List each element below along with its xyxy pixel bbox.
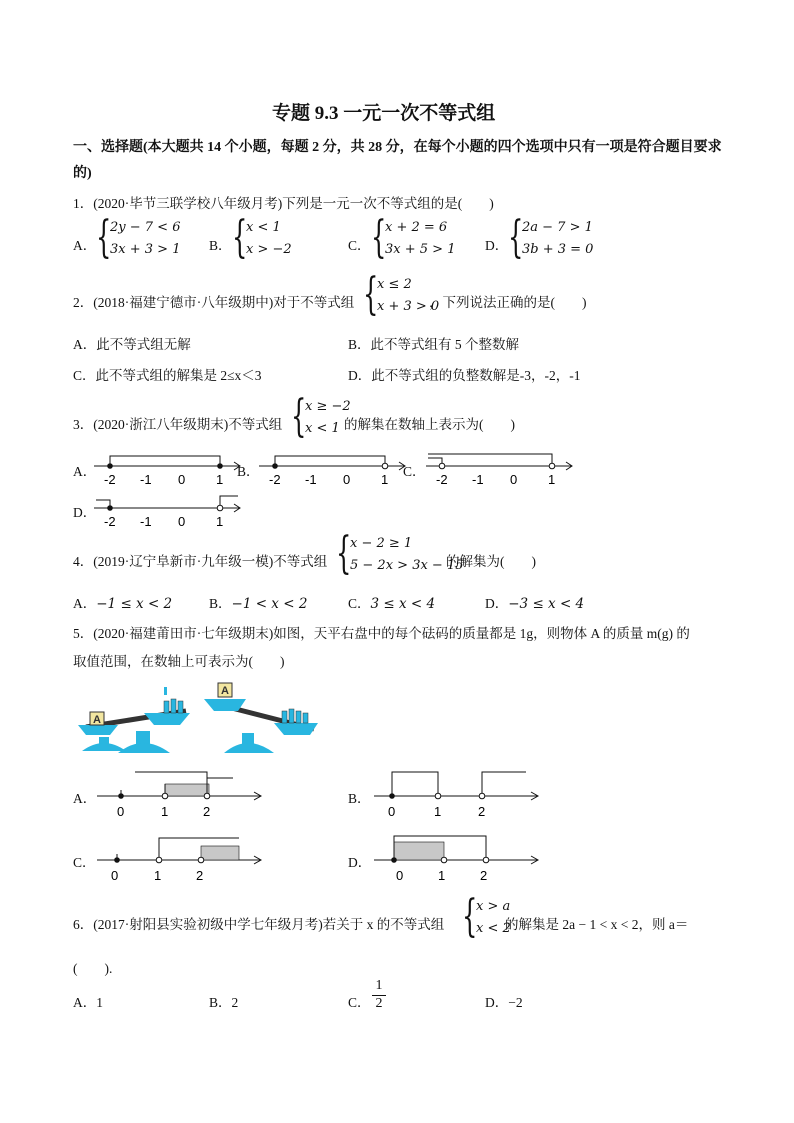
q3-option-c-label: C． (403, 464, 426, 479)
q1-b-line2: x > −2 (246, 242, 292, 257)
q3c-tick-1: -2 (436, 472, 448, 487)
q1-option-a-label: A． (73, 238, 97, 253)
q1-d-line2: 3b + 3 = 0 (522, 242, 594, 257)
q3-numberline-c (422, 448, 582, 488)
q5-stem-line1: 5．(2020·福建莆田市·七年级期末)如图，天平右盘中的每个砝码的质量都是 1g，则物体 A 的质量 m(g) 的 (73, 626, 690, 641)
q4-stem-b: 的解集为( ) (446, 554, 536, 569)
q4-option-a-label: A． (73, 596, 97, 611)
q3d-tick-1: -2 (104, 514, 116, 529)
q6-sys-line1: x > a (476, 899, 511, 914)
q1-option-c-label: C． (348, 238, 371, 253)
q5b-tick-0: 0 (388, 804, 396, 819)
q5-option-a-label: A． (73, 791, 97, 806)
q3a-tick-3: 0 (178, 472, 186, 487)
q2-option-a: A．此不等式组无解 (73, 337, 191, 352)
q5-stem-line2: 取值范围，在数轴上可表示为( ) (73, 654, 285, 669)
q3-numberline-b (255, 448, 415, 488)
q4-option-d-label: D． (485, 596, 509, 611)
page-title: 专题 9.3 一元一次不等式组 (272, 103, 496, 124)
q5d-tick-0: 0 (396, 868, 404, 883)
q6-option-b (209, 991, 238, 1011)
balance-scale-right (200, 677, 330, 757)
q2-stem-a: 2．(2018·福建宁德市·八年级期中)对于不等式组 (73, 295, 355, 310)
q6-option-b-label: B． (209, 995, 232, 1010)
q3-numberline-a (90, 448, 250, 488)
q5d-tick-1: 1 (438, 868, 446, 883)
q6-option-a-text: 1 (96, 995, 103, 1010)
q6-stem-line2: ( ). (73, 961, 113, 976)
q5b-tick-2: 2 (478, 804, 486, 819)
q3d-tick-2: -1 (140, 514, 152, 529)
q4-option-c-label: C． (348, 596, 371, 611)
q5a-tick-2: 2 (203, 804, 211, 819)
q1-b-line1: x < 1 (246, 220, 281, 235)
q4-sys-line2: 5 − 2x > 3x − 15 (350, 558, 464, 573)
q5-option-b-label: B． (348, 791, 371, 806)
q2-stem-b: ，下列说法正确的是( ) (429, 295, 587, 310)
q1-option-b-label: B． (209, 238, 232, 253)
q2-sys-line2: x + 3 > 0 (377, 299, 440, 314)
q2-sys-line1: x ≤ 2 (377, 277, 412, 292)
q3a-tick-2: -1 (140, 472, 152, 487)
q2-option-b: B．此不等式组有 5 个整数解 (348, 337, 520, 352)
q3-sys-line2: x < 1 (305, 421, 340, 436)
q4-option-d-text: −3 ≤ x < 4 (508, 596, 585, 612)
scale1-box-letter: A (93, 714, 101, 726)
q5-numberline-b (372, 764, 547, 820)
q3-stem-b: 的解集在数轴上表示为( ) (344, 417, 515, 432)
q5-numberline-c (95, 828, 270, 884)
q6-option-d-text: −2 (508, 995, 523, 1010)
q3-option-d-label: D． (73, 505, 97, 520)
q6-option-d-label: D． (485, 995, 509, 1010)
q1-a-line1: 2y − 7 < 6 (110, 220, 181, 235)
section-header-line1: 一、选择题(本大题共 14 个小题，每题 2 分，共 28 分，在每个小题的四个选项中只有一项是符合题目要求 (73, 140, 722, 155)
q3c-tick-3: 0 (510, 472, 518, 487)
q4-option-c-text: 3 ≤ x < 4 (370, 596, 436, 612)
q3b-tick-4: 1 (381, 472, 389, 487)
q4-option-a (73, 592, 172, 612)
q6-option-d (485, 991, 523, 1011)
q6-option-a (73, 991, 103, 1011)
q3-stem-a: 3．(2020·浙江八年级期末)不等式组 (73, 417, 283, 432)
q1-c-line1: x + 2 = 6 (385, 220, 448, 235)
q3-sys-line1: x ≥ −2 (305, 399, 351, 414)
q6-sys-line2: x < 2 (476, 921, 511, 936)
q3b-tick-1: -2 (269, 472, 281, 487)
q4-sys-line1: x − 2 ≥ 1 (350, 536, 413, 551)
q4-option-d (485, 592, 584, 612)
q3a-tick-1: -2 (104, 472, 116, 487)
q3b-tick-2: -1 (305, 472, 317, 487)
q6-fraction-denominator: 2 (375, 996, 383, 1011)
q3d-tick-4: 1 (216, 514, 224, 529)
q4-option-c (348, 592, 435, 612)
q1-c-line2: 3x + 5 > 1 (385, 242, 456, 257)
scale2-box-letter: A (221, 685, 229, 697)
q5-option-d-label: D． (348, 855, 372, 870)
q6-option-a-label: A． (73, 995, 97, 1010)
q5c-tick-0: 0 (111, 868, 119, 883)
q1-a-line2: 3x + 3 > 1 (110, 242, 181, 257)
q5b-tick-1: 1 (434, 804, 442, 819)
q4-option-b-text: −1 < x < 2 (231, 596, 308, 612)
q6-fraction-numerator: 1 (375, 978, 383, 993)
section-header-line2: 的) (73, 166, 92, 181)
q4-option-b (209, 592, 307, 612)
q6-option-c-fraction (372, 978, 386, 1012)
q4-stem-a: 4．(2019·辽宁阜新市·九年级一模)不等式组 (73, 554, 328, 569)
q1-d-line1: 2a − 7 > 1 (522, 220, 593, 235)
q5-numberline-a (95, 764, 270, 820)
q3-option-a-label: A． (73, 464, 97, 479)
q3d-tick-3: 0 (178, 514, 186, 529)
q5d-tick-2: 2 (480, 868, 488, 883)
q6-stem-a: 6．(2017·射阳县实验初级中学七年级月考)若关于 x 的不等式组 (73, 917, 445, 932)
q6-stem-b: 的解集是 2a − 1 < x < 2，则 a＝ (505, 917, 689, 932)
q5c-tick-2: 2 (196, 868, 204, 883)
q6-option-b-text: 2 (231, 995, 239, 1010)
q4-option-a-text: −1 ≤ x < 2 (96, 596, 173, 612)
q2-option-c: C．此不等式组的解集是 2≤x＜3 (73, 368, 262, 383)
q3c-tick-4: 1 (548, 472, 556, 487)
q2-option-d: D．此不等式组的负整数解是-3，-2，-1 (348, 368, 581, 383)
q5a-tick-0: 0 (117, 804, 125, 819)
q3-option-b-label: B． (237, 464, 260, 479)
q5-option-c-label: C． (73, 855, 96, 870)
q5c-tick-1: 1 (154, 868, 162, 883)
q1-stem: 1．(2020·毕节三联学校八年级月考)下列是一元一次不等式组的是( ) (73, 196, 494, 211)
q5-numberline-d (372, 828, 547, 884)
q3-numberline-d (90, 490, 250, 530)
q5a-tick-1: 1 (161, 804, 169, 819)
q3a-tick-4: 1 (216, 472, 224, 487)
q3b-tick-3: 0 (343, 472, 351, 487)
q3c-tick-2: -1 (472, 472, 484, 487)
q4-option-b-label: B． (209, 596, 232, 611)
q1-option-d-label: D． (485, 238, 509, 253)
q6-option-c-label: C． (348, 995, 371, 1010)
